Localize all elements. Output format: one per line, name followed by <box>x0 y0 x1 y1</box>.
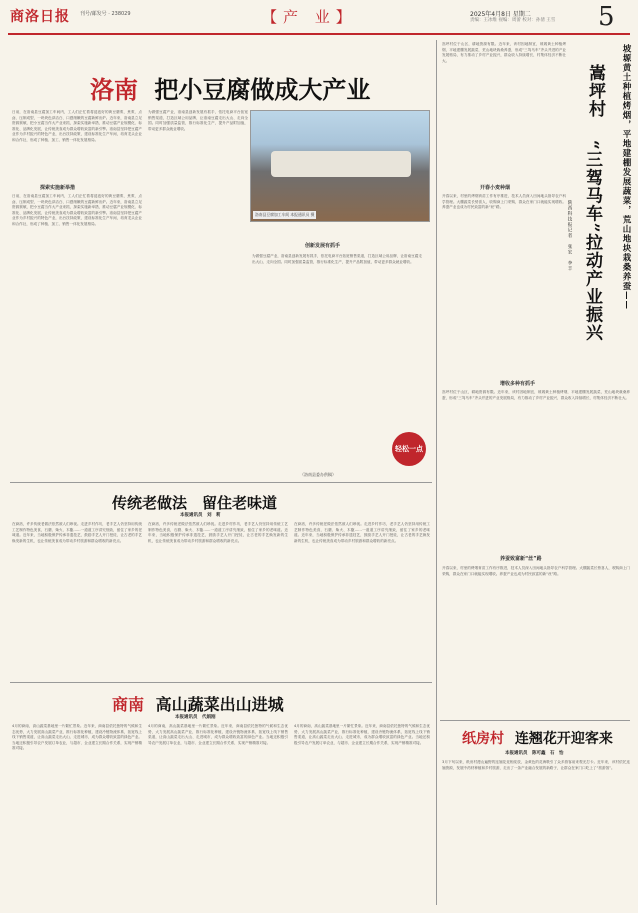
lead-headline-text: 把小豆腐做成大产业 <box>154 75 371 104</box>
right-body-col3: 开春以来，村里的烤烟育苗工作有序推进，技术人员深入田间地头指导农户科学管理。大棚蔬菜长势喜人，收购商上门采购，群众在家门口就能实现增收。养蚕产业也成为村民致富的新“丝”路。 <box>442 566 630 576</box>
story2-body-col3: 在商洛，许多传统老做法依然被人们珍视。走进乡村作坊，老手艺人仍坚持用传统工艺制作特色美食，石磨、柴火、木甑……一道道工序讲究细致，留住了家乡的老味道。近年来，当地积极保护传承非遗技艺，鼓励手艺人开门授徒，让古老的手艺焕发新的生机，也让传统美食成为带动乡村旅游和群众增收的新亮点。 <box>294 522 430 543</box>
page-number: 5 <box>598 2 615 32</box>
story2-body-col2: 在商洛，许多传统老做法依然被人们珍视。走进乡村作坊，老手艺人仍坚持用传统工艺制作特色美食，石磨、柴火、木甑……一道道工序讲究细致，留住了家乡的老味道。近年来，当地积极保护传承非遗技艺，鼓励手艺人开门授徒，让古老的手艺焕发新的生机，也让传统美食成为带动乡村旅游和群众增收的新亮点。 <box>148 522 288 543</box>
story4-body: 3月下旬以来，纸房村漫山遍野的连翘花竞相绽放，金黄色的花海吸引了众多游客前来观光打卡。近年来，该村依托连翘资源，发展中药材种植和乡村旅游，走出了一条产业融合发展的新路子，让群众在家门口吃上了“旅游饭”。 <box>442 760 630 770</box>
story4-headline-place: 纸房村 <box>462 731 504 747</box>
lead-body-col2: 为做强豆腐产业，洛南县创新发展有抓手，依托电商平台拓宽销售渠道，打造区域公用品牌，让洛南豆腐走出大山、走向全国。同时加强质量监管，推行标准化生产，提升产品附加值，带动更多群众就业增收。 <box>148 110 248 131</box>
photo-caption: 洛南县豆腐加工车间 本报通讯员 摄 <box>255 212 315 217</box>
right-subhead-3: 养蚕致富新“丝”路 <box>500 556 542 562</box>
photo-building-shape <box>271 151 411 177</box>
lead-subhead-2: 创新发展有抓手 <box>305 243 341 249</box>
issue-date: 2025年4月8日 星期二 <box>470 11 531 18</box>
masthead-logo: 商洛日报 <box>10 9 70 25</box>
right-byline: 陕西科技报记者 张宏 李丰 <box>567 200 572 272</box>
story3-headline <box>112 692 284 715</box>
story2-byline: 本报通讯员 刘 莉 <box>180 513 221 518</box>
right-body-col1: 开春以来，村里的烤烟育苗工作有序推进，技术人员深入田间地头指导农户科学管理。大棚蔬菜长势喜人，收购商上门采购，群众在家门口就能实现增收。养蚕产业也成为村民致富的新“丝”路。 <box>442 194 566 210</box>
divider-1 <box>10 482 432 483</box>
story2-headline: 传统老做法 留住老味道 <box>112 494 278 512</box>
lead-headline-place: 洛南 <box>90 75 138 104</box>
story3-body-col3: 4月的商南，高山蔬菜基地里一片繁忙景象。近年来，商南县依托独特的气候和生态优势，大力发展高山蔬菜产业，推行标准化种植，建设冷链物流体系，拓宽线上线下销售渠道，让高山蔬菜走出大山、走进城市，成为群众增收致富的绿色产业。当地还积极引导农户发展订单农业，与超市、企业建立长期合作关系，实现产销精准对接。 <box>294 724 430 745</box>
top-rule <box>8 33 630 35</box>
lead-body-col1: 日前，在洛南县豆腐加工车间内，工人们正忙着将浸泡好的黄豆磨浆、煮浆、点卤、压制成型，一块块色泽洁白、口感细嫩的豆腐新鲜出炉。近年来，洛南县立足资源禀赋，把小豆腐当作大产业来抓，探索实施新举措，推动豆腐产业规模化、标准化、品牌化发展，让传统美食成为群众增收致富的新引擎。洛南县坚持把豆腐产业作为乡村振兴的特色产业，出台扶持政策，建设标准化生产车间，培育龙头企业和合作社，形成了种植、加工、销售一体化发展格局。 <box>12 110 142 142</box>
section-title: 【产 业】 <box>262 8 357 26</box>
lead-byline: （洛南县委办供稿） <box>300 472 336 477</box>
lead-subhead-1: 探索实施新举措 <box>40 185 76 191</box>
story4-byline: 本报通讯员 陈可鑫 石 怡 <box>505 751 564 756</box>
right-subhead-1: 开春小麦种烟 <box>480 185 511 191</box>
story3-body-col1: 4月的商南，高山蔬菜基地里一片繁忙景象。近年来，商南县依托独特的气候和生态优势，大力发展高山蔬菜产业，推行标准化种植，建设冷链物流体系，拓宽线上线下销售渠道，让高山蔬菜走出大山、走进城市，成为群众增收致富的绿色产业。当地还积极引导农户发展订单农业，与超市、企业建立长期合作关系，实现产销精准对接。 <box>12 724 142 751</box>
story4-headline <box>462 728 613 748</box>
story2-body-col1: 在商洛，许多传统老做法依然被人们珍视。走进乡村作坊，老手艺人仍坚持用传统工艺制作特色美食，石磨、柴火、木甑……一道道工序讲究细致，留住了家乡的老味道。近年来，当地积极保护传承非遗技艺，鼓励手艺人开门授徒，让古老的手艺焕发新的生机，也让传统美食成为带动乡村旅游和群众增收的新亮点。 <box>12 522 142 543</box>
right-vhead-2: “三驾马车”拉动产业振兴 <box>582 140 602 342</box>
relax-badge: 轻松一点 <box>392 432 426 466</box>
divider-2 <box>10 682 432 683</box>
divider-right <box>440 720 630 721</box>
right-body-col2: 嵩坪村位于山区，耕地资源有限。近年来，该村因地制宜，坡塬黄土种植烤烟，平地建棚发展蔬菜，荒山地块栽桑养蚕，形成“三驾马车”齐头并进的产业发展格局，有力推动了乡村产业振兴，群众收入持续增长，村集体经济不断壮大。 <box>442 390 630 400</box>
lead-body-col1b: 日前，在洛南县豆腐加工车间内，工人们正忙着将浸泡好的黄豆磨浆、煮浆、点卤、压制成型，一块块色泽洁白、口感细嫩的豆腐新鲜出炉。近年来，洛南县立足资源禀赋，把小豆腐当作大产业来抓，探索实施新举措，推动豆腐产业规模化、标准化、品牌化发展，让传统美食成为群众增收致富的新引擎。洛南县坚持把豆腐产业作为乡村振兴的特色产业，出台扶持政策，建设标准化生产车间，培育龙头企业和合作社，形成了种植、加工、销售一体化发展格局。 <box>12 194 142 226</box>
story4-headline-text: 连翘花开迎客来 <box>514 731 613 747</box>
story3-headline-text: 高山蔬菜出山进城 <box>155 695 284 714</box>
right-body-intro: 嵩坪村位于山区，耕地资源有限。近年来，该村因地制宜，坡塬黄土种植烤烟，平地建棚发展蔬菜，荒山地块栽桑养蚕，形成“三驾马车”齐头并进的产业发展格局，有力推动了乡村产业振兴，群众收入持续增长，村集体经济不断壮大。 <box>442 42 566 63</box>
right-vhead-place: 嵩坪村 <box>585 64 605 118</box>
lead-headline <box>90 70 370 105</box>
story3-body-col2: 4月的商南，高山蔬菜基地里一片繁忙景象。近年来，商南县依托独特的气候和生态优势，大力发展高山蔬菜产业，推行标准化种植，建设冷链物流体系，拓宽线上线下销售渠道，让高山蔬菜走出大山、走进城市，成为群众增收致富的绿色产业。当地还积极引导农户发展订单农业，与超市、企业建立长期合作关系，实现产销精准对接。 <box>148 724 288 745</box>
story3-headline-place: 商南 <box>112 695 145 714</box>
right-vhead-1: 坡塬黄土种植烤烟，平地建棚发展蔬菜，荒山地块栽桑养蚕—— <box>621 44 631 310</box>
editor-line: 责编：王冰维 视编：周蕾 校对：孙倩 王雪 <box>470 18 556 23</box>
right-subhead-2: 增收多种有抓手 <box>500 381 536 387</box>
lead-body-col3: 为做强豆腐产业，洛南县创新发展有抓手，依托电商平台拓宽销售渠道，打造区域公用品牌，让洛南豆腐走出大山、走向全国。同时加强质量监管，推行标准化生产，提升产品附加值，带动更多群众就业增收。 <box>252 254 422 264</box>
story3-byline: 本报通讯员 代娟刚 <box>175 715 216 720</box>
lead-photo <box>250 110 430 222</box>
masthead-sub: 刊号/邮发号 · 238029 <box>80 11 131 17</box>
column-divider <box>436 40 437 905</box>
